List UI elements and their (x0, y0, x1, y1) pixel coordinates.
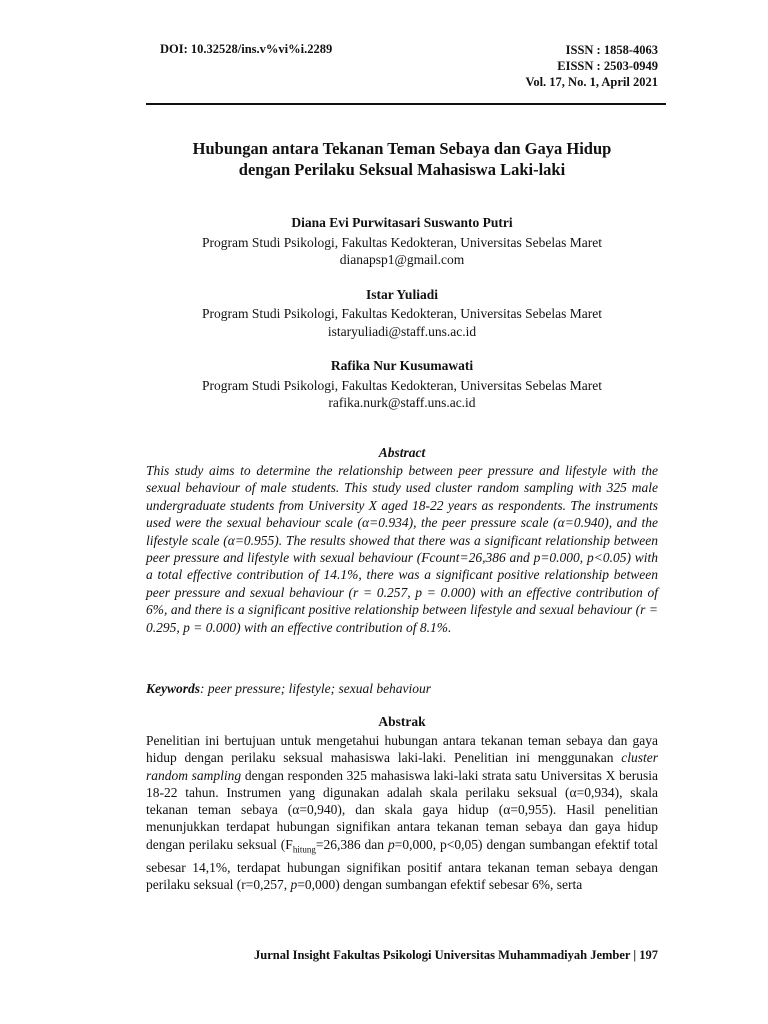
page-footer: Jurnal Insight Fakultas Psikologi Universitas Muhammadiyah Jember | 197 (254, 948, 658, 962)
abstrak-text: =0,000) dengan sumbangan efektif sebesar 6%, serta (297, 877, 583, 893)
author-1 (146, 214, 658, 269)
author-name: Rafika Nur Kusumawati (330, 358, 474, 373)
keywords-text: : peer pressure; lifestyle; sexual behaviour (200, 681, 432, 696)
volume-text: Vol. 17, No. 1, April 2021 (525, 75, 658, 89)
eissn-text: EISSN : 2503-0949 (557, 59, 658, 73)
author-name: Istar Yuliadi (366, 286, 438, 302)
author-block (146, 214, 658, 429)
abstrak-body (146, 732, 658, 893)
author-affiliation: Program Studi Psikologi, Fakultas Kedokteran, Universitas Sebelas Maret (201, 377, 603, 393)
keywords-label: Keywords (146, 681, 200, 696)
abstrak-heading: Abstrak (378, 714, 426, 729)
author-email: istaryuliadi@staff.uns.ac.id (327, 323, 477, 339)
author-name: Diana Evi Purwitasari Suswanto Putri (291, 215, 513, 230)
abstrak-subscript: hitung (292, 844, 316, 855)
author-email: rafika.nurk@staff.uns.ac.id (328, 395, 476, 410)
header-divider (146, 103, 666, 105)
author-3 (146, 357, 658, 412)
author-2 (146, 286, 658, 341)
abstrak-text: =26,386 dan (315, 836, 388, 852)
abstrak-text: dengan responden 325 mahasiswa laki-laki strata satu Universitas X berusia 18-22 tahun. Instrumen yang digunakan adalah skala perilaku seksual (α=0,934), skala tekanan teman sebaya (α=0,940), dan skala gaya hidup (α=0,955). Hasil penelitian menunjukkan terdapat hubungan signifikan antara tekanan teman sebaya dan gaya hidup dengan perilaku seksual (F (146, 767, 658, 852)
keywords-line (146, 681, 658, 697)
abstrak-text: Penelitian ini bertujuan untuk mengetahui hubungan antara tekanan teman sebaya dan gaya hidup dengan perilaku seksual mahasiswa laki-laki. Penelitian ini menggunakan (146, 733, 658, 766)
author-affiliation: Program Studi Psikologi, Fakultas Kedokteran, Universitas Sebelas Maret (201, 306, 603, 321)
abstrak-emphasis: cluster random sampling (146, 750, 658, 783)
paper-title (146, 138, 658, 180)
title-line-2: dengan Perilaku Seksual Mahasiswa Laki-laki (238, 160, 566, 179)
issn-text: ISSN : 1858-4063 (565, 43, 658, 57)
abstrak-text: =0,000, p<0,05) dengan sumbangan efektif total sebesar 14,1%, terdapat hubungan signifikan positif antara tekanan teman sebaya dengan perilaku seksual (r=0,257, (146, 836, 659, 893)
doi-text: DOI: 10.32528/ins.v%vi%i.2289 (160, 42, 333, 56)
abstrak-p-symbol: p (387, 836, 395, 852)
abstrak-p-symbol: p (290, 877, 298, 893)
journal-identifiers (525, 42, 658, 90)
abstract-heading: Abstract (378, 445, 426, 460)
abstract-body: This study aims to determine the relationship between peer pressure and lifestyle with the sexual behaviour of male students. This study used cluster random sampling with 325 male undergraduate students from University X aged 18-22 years as respondents. The instruments used were the sexual behaviour scale (α=0.934), the peer pressure scale (α=0.940), and the lifestyle scale (α=0.955). The results showed that there was a significant relationship between peer pressure and lifestyle with sexual behaviour (Fcount=26,386 and p=0.000, p<0.05) with a total effective contribution of 14.1%, there was a significant positive relationship between peer pressure and sexual behaviour (r = 0.257, p = 0.000) with an effective contribution of 6%, and there is a significant positive relationship between lifestyle and sexual behaviour (r = 0.295, p = 0.000) with an effective contribution of 8.1%. (146, 463, 658, 635)
title-line-1: Hubungan antara Tekanan Teman Sebaya dan Gaya Hidup (192, 139, 612, 158)
author-affiliation: Program Studi Psikologi, Fakultas Kedokteran, Universitas Sebelas Maret (201, 234, 603, 250)
author-email: dianapsp1@gmail.com (339, 252, 465, 267)
